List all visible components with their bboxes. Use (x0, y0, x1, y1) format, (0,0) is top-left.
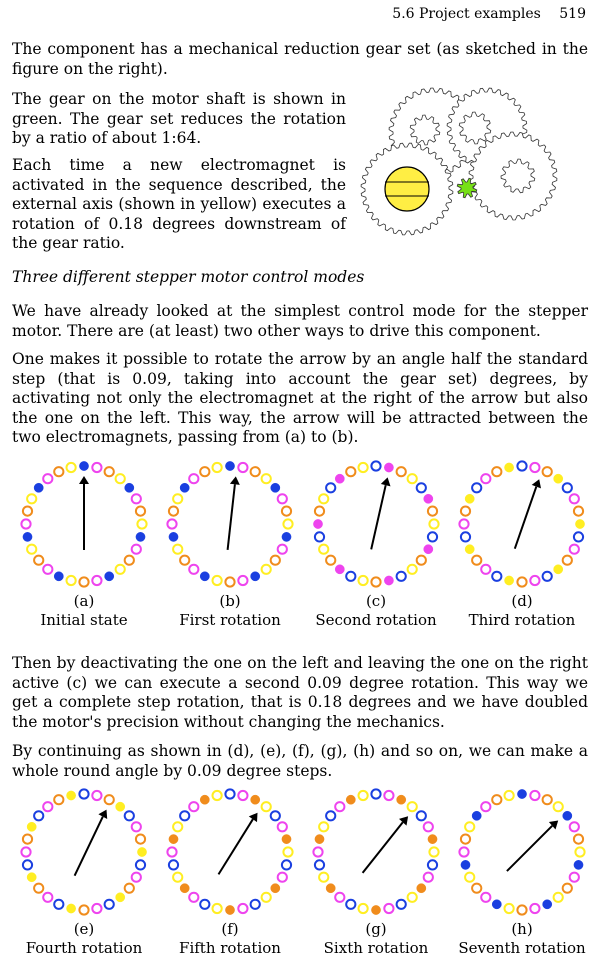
electromagnet-orange (472, 884, 481, 893)
electromagnet-blue (472, 483, 481, 492)
electromagnet-blue (574, 532, 583, 541)
electromagnet-blue (461, 532, 470, 541)
figure-cell (306, 458, 446, 630)
electromagnet-magenta (424, 494, 433, 503)
electromagnet-magenta (92, 904, 101, 913)
electromagnet-magenta (424, 822, 433, 831)
figure-letter: (f) (221, 920, 239, 938)
electromagnet-blue (563, 483, 572, 492)
electromagnet-orange (105, 467, 114, 476)
electromagnet-yellow (67, 463, 76, 472)
arrow-shaft (371, 485, 386, 549)
paragraph-half-step: One makes it possible to rotate the arrow by an angle half the standard step (that is 0.09, taking into account the gear set) degrees, by activating not only the electromagnet at the right of the arrow but also the one on the left. This way, the arrow will be attracted between the two electromagnets, passing from (a) to (b). (12, 350, 588, 446)
electromagnet-magenta (313, 847, 322, 856)
electromagnet-magenta (530, 791, 539, 800)
figure-caption: Third rotation (468, 611, 576, 629)
electromagnet-magenta (384, 463, 393, 472)
electromagnet-magenta (189, 565, 198, 574)
electromagnet-magenta (570, 873, 579, 882)
electromagnet-yellow (554, 802, 563, 811)
electromagnet-blue (574, 860, 583, 869)
electromagnet-yellow (408, 565, 417, 574)
electromagnet-blue (543, 572, 552, 581)
electromagnet-yellow (173, 545, 182, 554)
stepper-dial (456, 786, 588, 918)
electromagnet-orange (517, 577, 526, 586)
electromagnet-orange (315, 835, 324, 844)
electromagnet-magenta (530, 576, 539, 585)
electromagnet-blue (79, 461, 88, 470)
arrow-shaft (363, 822, 403, 873)
paragraph-gear: The gear on the motor shaft is shown in green. The gear set reduces the rotation by a ratio of about 1:64. (12, 90, 346, 147)
electromagnet-yellow (505, 904, 514, 913)
electromagnet-magenta (335, 474, 344, 483)
electromagnet-magenta (189, 802, 198, 811)
page-header (378, 6, 586, 22)
electromagnet-orange (271, 556, 280, 565)
electromagnet-magenta (167, 519, 176, 528)
figure-caption: First rotation (179, 611, 281, 629)
electromagnet-yellow (408, 474, 417, 483)
electromagnet-orange (417, 556, 426, 565)
arrow-head (381, 477, 391, 486)
figure-letter: (a) (73, 592, 95, 610)
stepper-dial (18, 458, 150, 590)
electromagnet-magenta (424, 873, 433, 882)
electromagnet-magenta (384, 576, 393, 585)
electromagnet-blue (105, 900, 114, 909)
electromagnet-blue (417, 811, 426, 820)
paragraph-modes: We have already looked at the simplest control mode for the stepper motor. There are (at least) two other ways to drive this component. (12, 302, 588, 340)
electromagnet-magenta (43, 893, 52, 902)
figure-cell (160, 458, 300, 630)
electromagnet-orange (180, 556, 189, 565)
electromagnet-blue (34, 811, 43, 820)
electromagnet-yellow (575, 519, 584, 528)
electromagnet-yellow (137, 519, 146, 528)
electromagnet-magenta (189, 474, 198, 483)
electromagnet-magenta (278, 545, 287, 554)
electromagnet-orange (180, 884, 189, 893)
electromagnet-blue (54, 900, 63, 909)
electromagnet-yellow (575, 847, 584, 856)
electromagnet-yellow (408, 802, 417, 811)
electromagnet-yellow (554, 474, 563, 483)
electromagnet-yellow (505, 576, 514, 585)
electromagnet-yellow (27, 494, 36, 503)
electromagnet-blue (125, 483, 134, 492)
electromagnet-magenta (481, 893, 490, 902)
electromagnet-yellow (116, 802, 125, 811)
electromagnet-blue (251, 900, 260, 909)
electromagnet-blue (23, 860, 32, 869)
paragraph-full-step: Then by deactivating the one on the left and leaving the one on the right active (c) we can execute a second 0.09 degree rotation. This way we get a complete step rotation, that is 0.18 degrees and we have doubled the motor's precision without changing the mechanics. (12, 654, 588, 731)
electromagnet-blue (346, 572, 355, 581)
electromagnet-magenta (189, 893, 198, 902)
electromagnet-yellow (213, 904, 222, 913)
electromagnet-blue (371, 461, 380, 470)
electromagnet-yellow (505, 463, 514, 472)
electromagnet-orange (461, 835, 470, 844)
electromagnet-orange (574, 507, 583, 516)
electromagnet-blue (169, 860, 178, 869)
electromagnet-orange (371, 905, 380, 914)
electromagnet-yellow (116, 893, 125, 902)
electromagnet-magenta (481, 565, 490, 574)
electromagnet-orange (282, 507, 291, 516)
electromagnet-yellow (67, 904, 76, 913)
electromagnet-orange (346, 795, 355, 804)
electromagnet-yellow (116, 565, 125, 574)
electromagnet-orange (169, 507, 178, 516)
electromagnet-yellow (283, 519, 292, 528)
electromagnet-magenta (278, 873, 287, 882)
electromagnet-magenta (132, 822, 141, 831)
electromagnet-magenta (481, 802, 490, 811)
figure-caption: Second rotation (315, 611, 437, 629)
electromagnet-orange (282, 835, 291, 844)
electromagnet-orange (574, 835, 583, 844)
arrow-shaft (507, 826, 552, 871)
electromagnet-magenta (21, 519, 30, 528)
figure-caption: Initial state (40, 611, 128, 629)
electromagnet-orange (417, 884, 426, 893)
electromagnet-orange (105, 795, 114, 804)
electromagnet-magenta (313, 519, 322, 528)
electromagnet-blue (492, 900, 501, 909)
electromagnet-orange (397, 467, 406, 476)
electromagnet-orange (315, 507, 324, 516)
electromagnet-yellow (359, 576, 368, 585)
electromagnet-magenta (481, 474, 490, 483)
electromagnet-blue (23, 532, 32, 541)
electromagnet-yellow (429, 847, 438, 856)
electromagnet-yellow (262, 565, 271, 574)
figure-letter: (h) (511, 920, 533, 938)
electromagnet-magenta (335, 802, 344, 811)
electromagnet-orange (79, 905, 88, 914)
electromagnet-orange (54, 467, 63, 476)
electromagnet-blue (54, 572, 63, 581)
electromagnet-orange (125, 884, 134, 893)
electromagnet-blue (271, 483, 280, 492)
electromagnet-magenta (335, 893, 344, 902)
electromagnet-blue (428, 532, 437, 541)
electromagnet-orange (472, 556, 481, 565)
electromagnet-yellow (465, 822, 474, 831)
electromagnet-blue (125, 811, 134, 820)
page-number: 519 (559, 6, 586, 22)
electromagnet-orange (517, 905, 526, 914)
electromagnet-magenta (384, 904, 393, 913)
electromagnet-blue (251, 572, 260, 581)
electromagnet-orange (326, 556, 335, 565)
figure-cell (14, 458, 154, 630)
electromagnet-orange (563, 884, 572, 893)
electromagnet-magenta (459, 847, 468, 856)
electromagnet-orange (428, 835, 437, 844)
stepper-dial (164, 458, 296, 590)
electromagnet-orange (225, 577, 234, 586)
arrow-head (79, 476, 89, 484)
electromagnet-orange (251, 467, 260, 476)
electromagnet-orange (169, 835, 178, 844)
electromagnet-blue (428, 860, 437, 869)
electromagnet-blue (326, 811, 335, 820)
electromagnet-orange (79, 577, 88, 586)
electromagnet-orange (461, 507, 470, 516)
electromagnet-yellow (262, 893, 271, 902)
section-title: 5.6 Project examples (392, 6, 541, 22)
electromagnet-yellow (262, 474, 271, 483)
electromagnet-blue (563, 811, 572, 820)
electromagnet-blue (282, 860, 291, 869)
electromagnet-yellow (359, 463, 368, 472)
stepper-dial (310, 458, 442, 590)
electromagnet-yellow (67, 576, 76, 585)
output-axis (385, 167, 429, 211)
electromagnet-yellow (465, 494, 474, 503)
electromagnet-blue (136, 860, 145, 869)
electromagnet-blue (371, 789, 380, 798)
electromagnet-yellow (554, 893, 563, 902)
arrow-shaft (219, 819, 253, 874)
electromagnet-orange (251, 795, 260, 804)
electromagnet-yellow (137, 847, 146, 856)
electromagnet-blue (315, 532, 324, 541)
arrow-shaft (75, 817, 103, 876)
subheading: Three different stepper motor control modes (12, 268, 365, 286)
electromagnet-blue (417, 483, 426, 492)
figure-cell (14, 786, 154, 958)
electromagnet-orange (23, 507, 32, 516)
gear-set-figure (355, 84, 590, 244)
electromagnet-magenta (278, 822, 287, 831)
electromagnet-blue (346, 900, 355, 909)
electromagnet-magenta (132, 494, 141, 503)
electromagnet-yellow (27, 822, 36, 831)
arrow-head (249, 813, 258, 822)
electromagnet-blue (225, 461, 234, 470)
electromagnet-orange (543, 795, 552, 804)
electromagnet-yellow (429, 519, 438, 528)
electromagnet-blue (200, 900, 209, 909)
figure-cell (160, 786, 300, 958)
electromagnet-blue (79, 789, 88, 798)
figure-letter: (c) (365, 592, 387, 610)
electromagnet-magenta (43, 474, 52, 483)
electromagnet-blue (105, 572, 114, 581)
electromagnet-orange (346, 467, 355, 476)
electromagnet-yellow (283, 847, 292, 856)
electromagnet-magenta (238, 463, 247, 472)
arrow-shaft (228, 484, 235, 550)
electromagnet-blue (517, 461, 526, 470)
figure-cell (306, 786, 446, 958)
electromagnet-magenta (238, 791, 247, 800)
figure-caption: Fifth rotation (179, 939, 281, 957)
electromagnet-blue (397, 572, 406, 581)
electromagnet-orange (54, 795, 63, 804)
electromagnet-yellow (319, 545, 328, 554)
stepper-dial (310, 786, 442, 918)
electromagnet-yellow (173, 873, 182, 882)
figure-cell (452, 786, 592, 958)
figure-caption: Seventh rotation (458, 939, 586, 957)
electromagnet-orange (136, 835, 145, 844)
electromagnet-orange (492, 795, 501, 804)
electromagnet-blue (34, 483, 43, 492)
electromagnet-orange (225, 905, 234, 914)
electromagnet-yellow (465, 545, 474, 554)
electromagnet-blue (282, 532, 291, 541)
electromagnet-magenta (92, 791, 101, 800)
figure-letter: (d) (511, 592, 533, 610)
electromagnet-magenta (238, 576, 247, 585)
electromagnet-yellow (319, 494, 328, 503)
electromagnet-magenta (43, 802, 52, 811)
paragraph-axis: Each time a new electromagnet is activated in the sequence described, the external axis (shown in yellow) executes a rotation of 0.18 degrees downstream of the gear ratio. (12, 156, 346, 252)
electromagnet-orange (136, 507, 145, 516)
electromagnet-blue (517, 789, 526, 798)
electromagnet-yellow (465, 873, 474, 882)
electromagnet-magenta (238, 904, 247, 913)
stepper-dial (456, 458, 588, 590)
electromagnet-blue (326, 483, 335, 492)
electromagnet-magenta (43, 565, 52, 574)
electromagnet-orange (271, 884, 280, 893)
electromagnet-magenta (424, 545, 433, 554)
electromagnet-blue (225, 789, 234, 798)
electromagnet-blue (315, 860, 324, 869)
electromagnet-yellow (173, 494, 182, 503)
electromagnet-magenta (92, 463, 101, 472)
electromagnet-orange (543, 467, 552, 476)
electromagnet-yellow (319, 873, 328, 882)
electromagnet-orange (200, 795, 209, 804)
electromagnet-magenta (570, 494, 579, 503)
arrow-head (230, 476, 240, 485)
electromagnet-yellow (505, 791, 514, 800)
electromagnet-yellow (319, 822, 328, 831)
electromagnet-orange (200, 467, 209, 476)
electromagnet-magenta (570, 545, 579, 554)
electromagnet-yellow (213, 576, 222, 585)
paragraph-intro: The component has a mechanical reduction gear set (as sketched in the figure on the right). (12, 40, 588, 78)
electromagnet-magenta (335, 565, 344, 574)
electromagnet-orange (492, 467, 501, 476)
electromagnet-orange (34, 556, 43, 565)
electromagnet-blue (271, 811, 280, 820)
electromagnet-blue (136, 532, 145, 541)
figure-caption: Sixth rotation (323, 939, 429, 957)
electromagnet-yellow (359, 791, 368, 800)
electromagnet-blue (492, 572, 501, 581)
electromagnet-orange (326, 884, 335, 893)
electromagnet-orange (125, 556, 134, 565)
stepper-dial (164, 786, 296, 918)
arrow-shaft (515, 487, 537, 549)
electromagnet-orange (23, 835, 32, 844)
electromagnet-magenta (21, 847, 30, 856)
electromagnet-magenta (530, 463, 539, 472)
electromagnet-magenta (530, 904, 539, 913)
electromagnet-magenta (132, 545, 141, 554)
electromagnet-magenta (278, 494, 287, 503)
electromagnet-yellow (262, 802, 271, 811)
electromagnet-blue (200, 572, 209, 581)
electromagnet-yellow (554, 565, 563, 574)
electromagnet-blue (543, 900, 552, 909)
electromagnet-yellow (27, 873, 36, 882)
electromagnet-yellow (213, 791, 222, 800)
electromagnet-blue (169, 532, 178, 541)
electromagnet-blue (472, 811, 481, 820)
figure-caption: Fourth rotation (25, 939, 143, 957)
electromagnet-magenta (167, 847, 176, 856)
electromagnet-orange (428, 507, 437, 516)
electromagnet-yellow (359, 904, 368, 913)
electromagnet-blue (461, 860, 470, 869)
figure-letter: (g) (365, 920, 387, 938)
electromagnet-blue (180, 811, 189, 820)
electromagnet-orange (563, 556, 572, 565)
electromagnet-yellow (173, 822, 182, 831)
electromagnet-orange (34, 884, 43, 893)
electromagnet-yellow (408, 893, 417, 902)
electromagnet-blue (397, 900, 406, 909)
electromagnet-magenta (92, 576, 101, 585)
electromagnet-magenta (459, 519, 468, 528)
figure-cell (452, 458, 592, 630)
electromagnet-orange (371, 577, 380, 586)
stepper-dial (18, 786, 150, 918)
electromagnet-magenta (570, 822, 579, 831)
electromagnet-magenta (132, 873, 141, 882)
electromagnet-orange (397, 795, 406, 804)
figure-letter: (b) (219, 592, 241, 610)
electromagnet-yellow (27, 545, 36, 554)
electromagnet-magenta (384, 791, 393, 800)
paragraph-continue: By continuing as shown in (d), (e), (f), (g), (h) and so on, we can make a whole round angle by 0.09 degree steps. (12, 742, 588, 780)
electromagnet-yellow (116, 474, 125, 483)
electromagnet-yellow (213, 463, 222, 472)
electromagnet-blue (180, 483, 189, 492)
electromagnet-yellow (67, 791, 76, 800)
figure-letter: (e) (73, 920, 95, 938)
